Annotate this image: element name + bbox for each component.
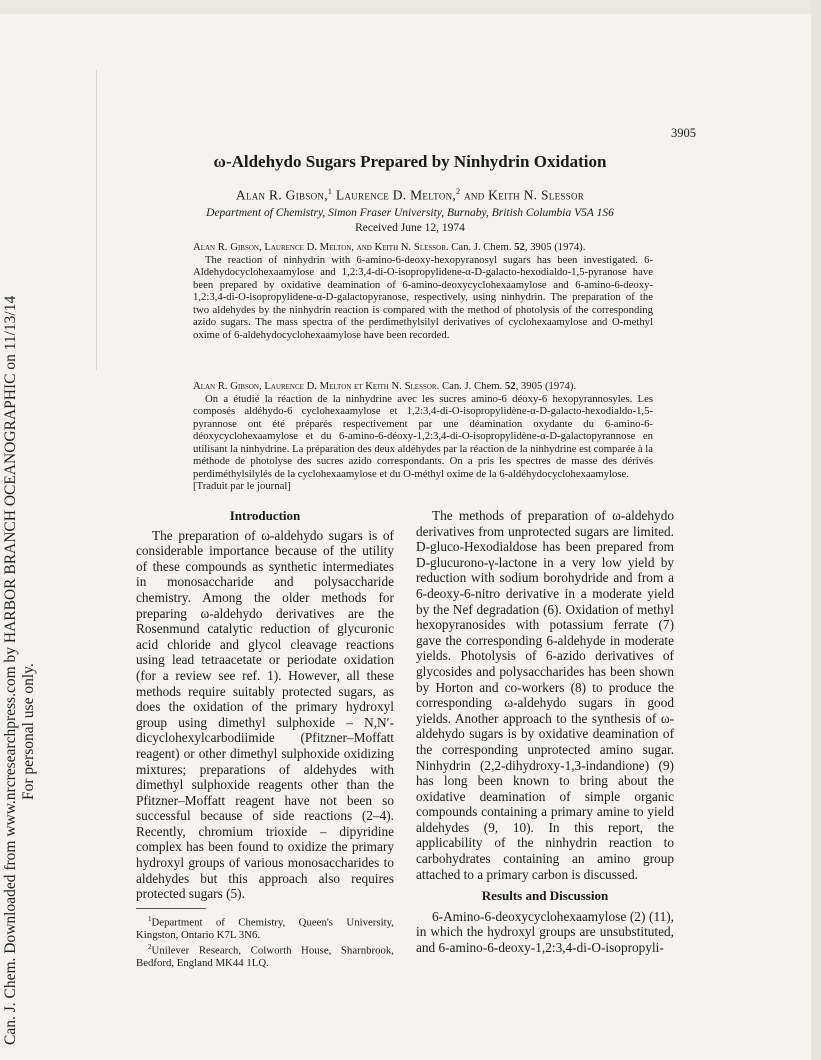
footnotes <box>136 913 394 969</box>
watermark-line-1: Can. J. Chem. Downloaded from www.nrcresearchpress.com by HARBOR BRANCH OCEANOGRAPHIC on 11/13/14 <box>2 295 19 1045</box>
abstract-en-text: The reaction of ninhydrin with 6-amino-6-deoxy-hexopyranosyl sugars has been investigated. 6-Aldehydocyclohexaamylose and 1,2:3,4-di-O-isopropylidene-α-D-galacto-hexodialdo-1,5-pyranose have been prepared by oxidative deamination of 6-amino-deoxycyclohexaamylose and 6-amino-6-deoxy-1,2:3,4-di-O-isopropylidene-α-D-galactopyranose, respectively, using ninhydrin. The preparation of the two aldehydes by the ninhydrin reaction is compared with the method of photolysis of the corresponding azido sugars. The mass spectra of the perdimethylsilyl derivatives of cyclohexaamylose and O-methyl oxime of 6-aldehydocyclohexaamylose have been recorded. <box>193 253 653 341</box>
citation-authors: Alan R. Gibson, Laurence D. Melton et Keith N. Slessor. <box>193 380 440 392</box>
citation-pages-year: , 3905 (1974). <box>515 380 577 392</box>
footnote-divider <box>136 908 206 909</box>
section-heading-results: Results and Discussion <box>481 888 609 904</box>
footnote-2-mark: 2 <box>148 943 152 952</box>
scan-top-strip <box>0 0 821 14</box>
right-column <box>416 508 674 956</box>
abstract-fr-text: On a étudié la réaction de la ninhydrine avec les sucres amino-6 déoxy-6 hexopyrannosyles. Les composés aldéhydo-6 cyclohexaamylose et 1,2:3,4-di-O-isopropylidène-α-D-galacto-hexodialdo-1,5-pyrannose ont été préparés respectivement par une déamination oxydante du 6-amino-6-déoxycyclohexaamylose et du 6-amino-6-déoxy-1,2:3,4-di-O-isopropylidène-α-D-galactopyrannose en utilisant la ninhydrine. La préparation des deux aldéhydes par la réaction de la ninhydrine est comparée à la méthode de photolyse des sucres azido correspondants. On a pris les spectres de masse des dérivés perdiméthylsilylés de la cyclohexaamylose et du O-méthyl oxime de la 6-aldéhydocyclohexaamylose. <box>193 392 653 480</box>
results-paragraph: 6-Amino-6-deoxycyclohexaamylose (2) (11), in which the hydroxyl groups are unsubstituted, and 6-amino-6-deoxy-1,2:3,4-di-O-isopropyli- <box>416 908 674 956</box>
citation-journal: Can. J. Chem. <box>448 241 515 253</box>
methods-paragraph: The methods of preparation of ω-aldehydo derivatives from unprotected sugars are limited. D-gluco-Hexodialdose has been prepared from D-glucurono-γ-lactone in a very low yield by reduction with sodium borohydride and from a 6-deoxy-6-nitro derivative in a moderate yield by the Nef degradation (6). Oxidation of methyl hexopyranosides with potassium ferrate (7) gave the corresponding 6-aldehyde in moderate yields. Photolysis of 6-azido derivatives of glycosides and polysaccharides has been shown by Horton and co-workers (8) to produce the corresponding ω-aldehydo sugars in good yields. Another approach to the synthesis of ω-aldehydo sugars is by oxidative deamination of the corresponding unprotected amino sugar. Ninhydrin (2,2-dihydroxy-1,3-indandione) (9) has long been known to bring about the oxidative deamination of simple organic compounds containing a primary amine to yield aldehydes (9, 10). In this report, the applicability of the ninhydrin reaction to carbohydrates containing an amino group attached to a primary carbon is discussed. <box>416 508 674 882</box>
author-conjunction: and <box>460 187 489 203</box>
introduction-paragraph: The preparation of ω-aldehydo sugars is of considerable importance because of the utility of these compounds as synthetic intermediates in monosaccharide and polysaccharide chemistry. Among the older methods for preparing ω-aldehydo derivatives are the Rosenmund catalytic reduction of glycuronic acid chloride and glycol cleavage reactions using lead tetraacetate or periodate oxidation (for a review see ref. 1). However, all these methods require suitably protected sugars, as does the oxidation of the primary hydroxyl group using dimethyl sulphoxide – N,N′-dicyclohexylcarbodiimide (Pfitzner–Moffatt reagent) or other dimethyl sulphoxide oxidizing mixtures; preparations of aldehydes with dimethyl sulphoxide reagents other than the Pfitzner–Moffatt reagent have not been so successful because of side reactions (2–4). Recently, chromium trioxide – dipyridine complex has been found to oxidize the primary hydroxyl groups of various monosaccharides to aldehydes but this approach also requires protected sugars (5). <box>136 527 394 902</box>
abstract-en-citation <box>193 241 653 254</box>
abstract-fr-citation <box>193 380 653 393</box>
page-number: 3905 <box>671 126 696 140</box>
citation-pages-year: , 3905 (1974). <box>524 241 586 253</box>
scan-edge-line <box>96 70 97 370</box>
article-title: ω-Aldehydo Sugars Prepared by Ninhydrin Oxidation <box>213 152 607 171</box>
abstract-french <box>193 380 653 493</box>
author-1-footnote-mark: 1 <box>327 187 333 196</box>
author-2-footnote-mark: 2 <box>456 187 461 196</box>
translator-note: [Traduit par le journal] <box>193 480 291 492</box>
author-2: Laurence D. Melton, <box>332 187 457 203</box>
footnote-2 <box>136 941 394 969</box>
footnote-1-text: Department of Chemistry, Queen's University, Kingston, Ontario K7L 3N6. <box>136 916 394 941</box>
citation-volume: 52 <box>514 241 525 253</box>
author-1: Alan R. Gibson, <box>235 187 328 203</box>
scan-right-edge <box>811 0 821 1060</box>
received-date: Received June 12, 1974 <box>355 222 465 234</box>
left-column <box>136 508 394 969</box>
download-watermark <box>0 0 40 1060</box>
abstract-english <box>193 241 653 341</box>
watermark-line-2: For personal use only. <box>20 663 37 800</box>
author-list <box>130 187 690 204</box>
author-3: Keith N. Slessor <box>488 187 585 203</box>
citation-journal: Can. J. Chem. <box>439 380 505 392</box>
footnote-2-text: Unilever Research, Colworth House, Sharnbrook, Bedford, England MK44 1LQ. <box>136 944 394 969</box>
affiliation: Department of Chemistry, Simon Fraser University, Burnaby, British Columbia V5A 1S6 <box>206 207 614 219</box>
footnote-1 <box>136 913 394 941</box>
watermark-text <box>2 296 38 1045</box>
citation-authors: Alan R. Gibson, Laurence D. Melton, and Keith N. Slessor. <box>193 241 449 253</box>
section-heading-introduction: Introduction <box>229 508 301 523</box>
footnote-1-mark: 1 <box>148 914 152 923</box>
citation-volume: 52 <box>504 380 516 392</box>
